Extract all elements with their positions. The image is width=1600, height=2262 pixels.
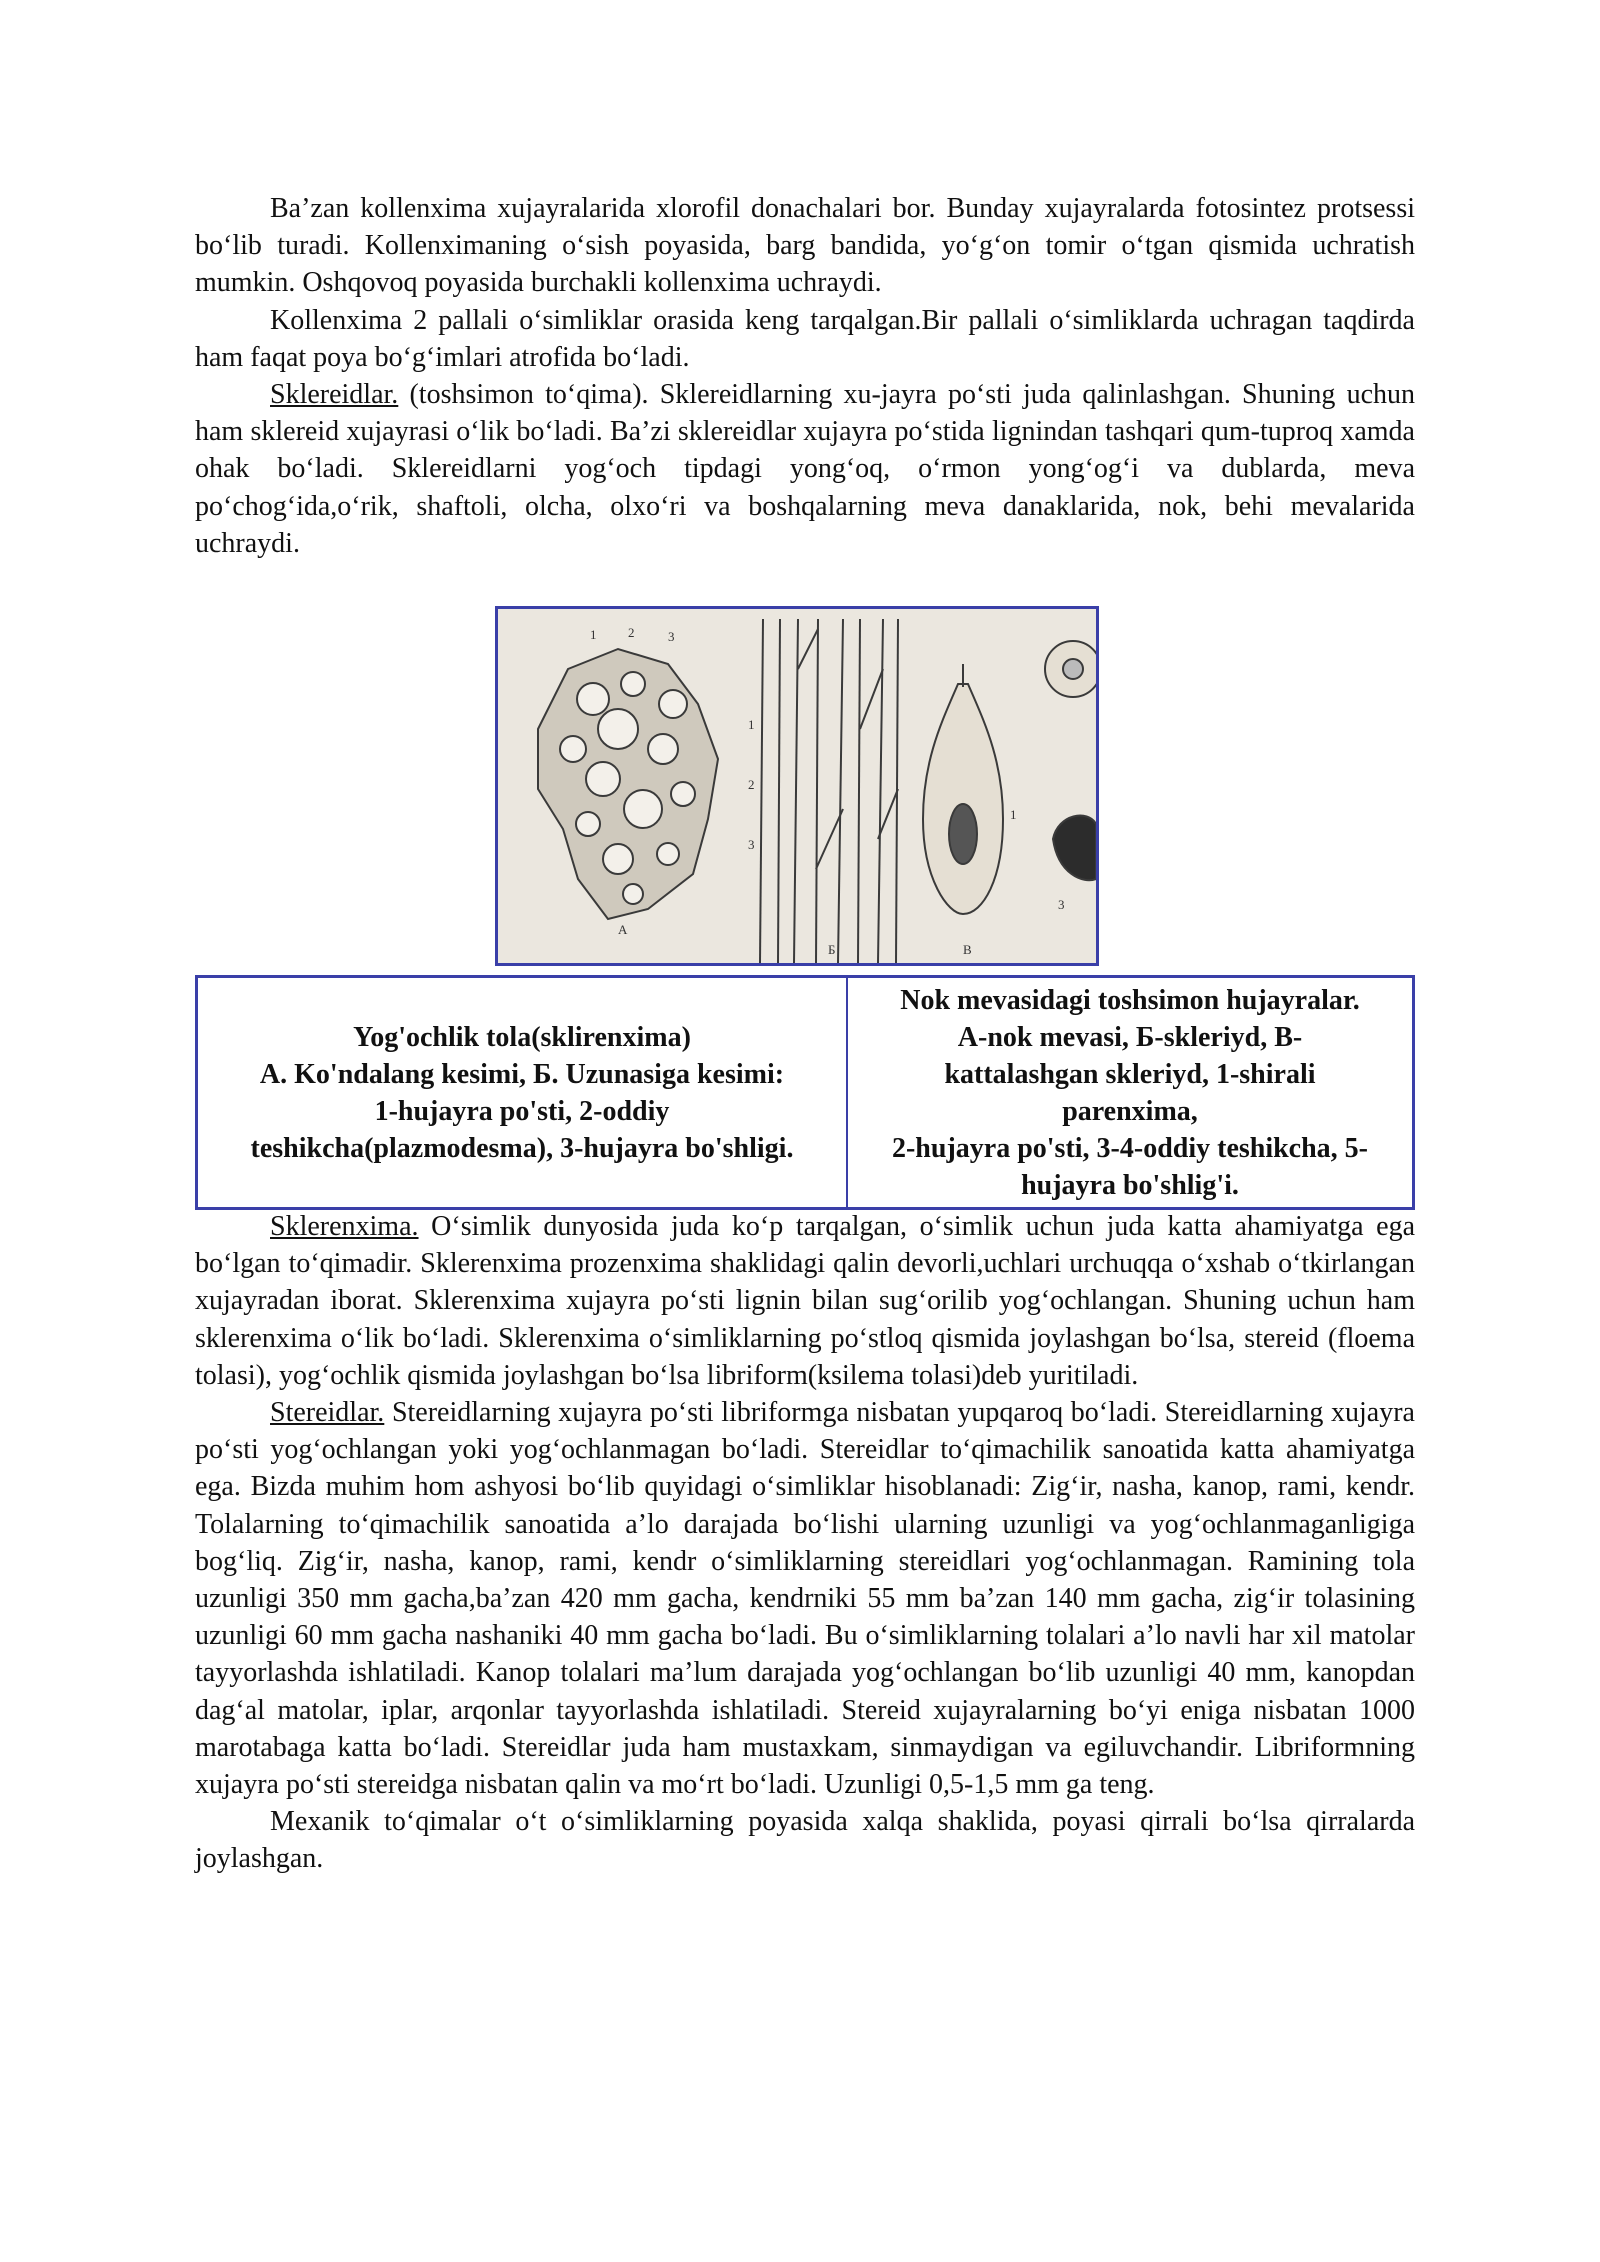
figure-label-7: 1 [1010,807,1017,822]
term-stereidlar: Stereidlar. [270,1397,385,1429]
caption-right-line: parenxima, [1062,1095,1198,1127]
caption-cell-left [198,978,848,1207]
paragraph-kollenxima-2: Kollenxima 2 pallali o‘simliklar orasida keng tarqalgan.Bir pallali o‘simliklarda uchragan taqdirda ham faqat poya bo‘g‘imlari atrofida bo‘ladi. [195,304,1415,373]
paragraph-kollenxima-1: Ba’zan kollenxima xujayralarida xlorofil donachalari bor. Bunday xujayralarda fotosintez protsessi bo‘lib turadi. Kollenximaning o‘sish poyasida, barg bandida, yo‘g‘on tomir o‘tgan qismida uchratish mumkin. Oshqovoq poyasida burchakli kollenxima uchraydi. [195,193,1415,299]
figure-label-3: 3 [668,629,675,644]
figure-label-2: 2 [628,625,635,640]
paragraph-mexanik: Mexanik to‘qimalar o‘t o‘simliklarning poyasida xalqa shaklida, poyasi qirrali bo‘lsa qirralarda joylashgan. [195,1806,1415,1875]
term-sklerenxima: Sklerenxima. [270,1211,419,1242]
figure-caption-table [195,975,1415,1210]
caption-left-line: Yog'ochlik tola(sklirenxima) [353,1021,691,1053]
text-block-bottom [195,1208,1415,1878]
term-sklereidlar: Sklereidlar. [270,379,399,411]
caption-right-line: Nok mevasidagi toshsimon hujayralar. [900,984,1360,1016]
figure-label-5: 2 [748,777,755,792]
figure-label-8: 3 [1058,897,1065,912]
sclerenchyma-illustration [495,606,1099,966]
figure-label-a: A [618,922,628,937]
paragraph-stereidlar [195,1394,1415,1803]
caption-right-line: hujayra bo'shlig'i. [1021,1169,1239,1201]
paragraph-sklereidlar [195,376,1415,562]
caption-right-line: 2-hujayra po'sti, 3-4-oddiy teshikcha, 5- [891,1132,1369,1164]
sklereidlar-text: (toshsimon to‘qima). Sklereidlarning xu-jayra po‘sti juda qalinlashgan. Shuning uchun ham sklereid xujayrasi o‘lik bo‘ladi. Ba’zi sklereidlar xujayra po‘stida lignindan tashqari qum-tuproq xamda ohak bo‘ladi. Sklereidlarni yog‘och tipdagi yong‘oq, o‘rmon yong‘og‘i va dublarda, meva po‘chog‘ida,o‘rik, shaftoli, olcha, olxo‘ri va boshqalarning meva danaklarida, nok, behi mevalarida uchraydi. [195,379,1415,559]
caption-cell-right [848,978,1412,1207]
caption-left-line: teshikcha(plazmodesma), 3-hujayra bo'shligi. [250,1132,794,1164]
caption-left-line: 1-hujayra po'sti, 2-oddiy [374,1095,670,1127]
figure-label-b: Б [828,942,836,957]
illustration-drawing [498,609,1096,963]
figure-label-1: 1 [590,627,597,642]
caption-right-line: kattalashgan skleriyd, 1-shirali [944,1058,1316,1090]
sklerenxima-text: O‘simlik dunyosida juda ko‘p tarqalgan, o‘simlik uchun juda katta ahamiyatga ega bo‘lgan to‘qimadir. Sklerenxima prozenxima shaklidagi qalin devorli,uchlari urchuqqa o‘xshab o‘tkirlangan xujayradan iborat. Sklerenxima xujayra po‘sti lignin bilan sug‘orilib yog‘ochlangan. Shuning uchun ham sklerenxima o‘lik bo‘ladi. Sklerenxima o‘simliklarning po‘stloq qismida joylashgan bo‘lsa, stereid (floema tolasi), yog‘ochlik qismida joylashgan bo‘lsa libriform(ksilema tolasi)deb yuritiladi. [195,1211,1415,1391]
paragraph-sklerenxima [195,1208,1415,1394]
figure-label-4: 1 [748,717,755,732]
caption-left-line: A. Ko'ndalang kesimi, Б. Uzunasiga kesimi: [259,1058,785,1090]
caption-right-line: A-nok mevasi, Б-skleriyd, B- [957,1021,1303,1053]
figure-label-9: В [963,942,972,957]
figure-label-6: 3 [748,837,755,852]
text-block-top [195,190,1415,562]
stereidlar-text: Stereidlarning xujayra po‘sti libriformga nisbatan yupqaroq bo‘ladi. Stereidlarning xujayra po‘sti yog‘ochlangan yoki yog‘ochlanmagan bo‘ladi. Stereidlar to‘qimachilik sanoatida katta ahamiyatga ega. Bizda muhim hom ashyosi bo‘lib quyidagi o‘simliklar hisoblanadi: Zig‘ir, nasha, kanop, rami, kendr. Tolalarning to‘qimachilik sanoatida a’lo darajada bo‘lishi ularning uzunligi va yog‘ochlanmaganligiga bog‘liq. Zig‘ir, nasha, kanop, rami, kendr o‘simliklarning stereidlari yog‘ochlanmagan. Ramining tola uzunligi 350 mm gacha,ba’zan 420 mm gacha, kendrniki 55 mm ba’zan 140 mm gacha, zig‘ir tolasining uzunligi 60 mm gacha nashaniki 40 mm gacha bo‘ladi. Bu o‘simliklarning tolalari a’lo navli har xil matolar tayyorlashda ishlatiladi. Kanop tolalari ma’lum darajada yog‘ochlangan bo‘lib uzunligi 40 mm, kanopdan dag‘al matolar, iplar, arqonlar tayyorlashda ishlatiladi. Stereid xujayralarning bo‘yi eniga nisbatan 1000 marotabaga katta bo‘ladi. Stereidlar juda ham mustaxkam, sinmaydigan va egiluvchandir. Libriformning xujayra po‘sti stereidga nisbatan qalin va mo‘rt bo‘ladi. Uzunligi 0,5-1,5 mm ga teng. [195,1397,1415,1801]
